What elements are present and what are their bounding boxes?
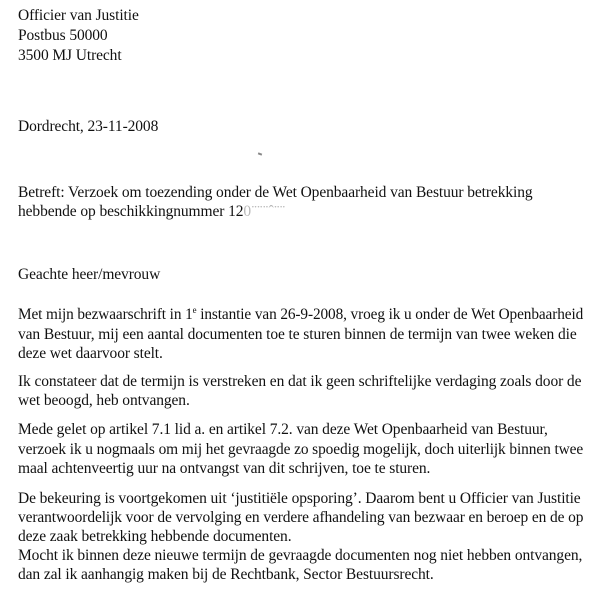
subject-line-2-text: hebbende op beschikkingnummer 12: [18, 203, 244, 220]
ordinal-superscript: e: [192, 304, 197, 315]
paragraph-4-line-2: verantwoordelijk voor de vervolging en verdere afhandeling van bezwaar en beroep en de op: [18, 509, 584, 526]
paragraph-2-line-2: wet beoogd, heb ontvangen.: [18, 392, 190, 409]
recipient-name: Officier van Justitie: [18, 7, 139, 24]
recipient-city: 3500 MJ Utrecht: [18, 47, 122, 64]
paragraph-1-line-1-a: Met mijn bezwaarschrift in 1: [18, 306, 193, 323]
paragraph-2-line-1: Ik constateer dat de termijn is verstreken en dat ik geen schriftelijke verdaging zoals door de: [18, 373, 582, 390]
paragraph-4-line-4: Mocht ik binnen deze nieuwe termijn de gevraagde documenten nog niet hebben ontvangen,: [18, 547, 583, 564]
paragraph-1-line-1: [18, 305, 583, 325]
recipient-postbus: Postbus 50000: [18, 27, 108, 44]
subject-line-1: Betreft: Verzoek om toezending onder de Wet Openbaarheid van Bestuur betrekking: [18, 184, 533, 201]
paragraph-3-line-2: verzoek ik u nogmaals om mij het gevraagde zo spoedig mogelijk, doch uiterlijk binnen twee: [18, 441, 584, 458]
salutation: Geachte heer/mevrouw: [18, 266, 161, 283]
paragraph-1-line-3: deze wet daarvoor stelt.: [18, 345, 163, 362]
paragraph-4-line-3: deze zaak betrekking hebbende documenten.: [18, 528, 292, 545]
paragraph-4-line-1: De bekeuring is voortgekomen uit ‘justitiële opsporing’. Daarom bent u Officier van Justitie: [18, 490, 581, 507]
redacted-number: 0¨¨¨ˆ¨¨: [243, 203, 286, 220]
paragraph-3-line-3: maal achtenveertig uur na ontvangst van dit schrijven, toe te sturen.: [18, 460, 431, 477]
subject-line-2: [18, 202, 286, 222]
scan-speck: [258, 152, 262, 155]
paragraph-4-line-5: dan zal ik aanhangig maken bij de Rechtbank, Sector Bestuursrecht.: [18, 566, 434, 583]
paragraph-3-line-1: Mede gelet op artikel 7.1 lid a. en artikel 7.2. van deze Wet Openbaarheid van Bestuur,: [18, 421, 548, 438]
paragraph-1-line-1-b: instantie van 26-9-2008, vroeg ik u onder de Wet Openbaarheid: [196, 306, 584, 323]
place-date: Dordrecht, 23-11-2008: [18, 118, 159, 135]
paragraph-1-line-2: van Bestuur, mij een aantal documenten toe te sturen binnen de termijn van twee weken die: [18, 326, 577, 343]
